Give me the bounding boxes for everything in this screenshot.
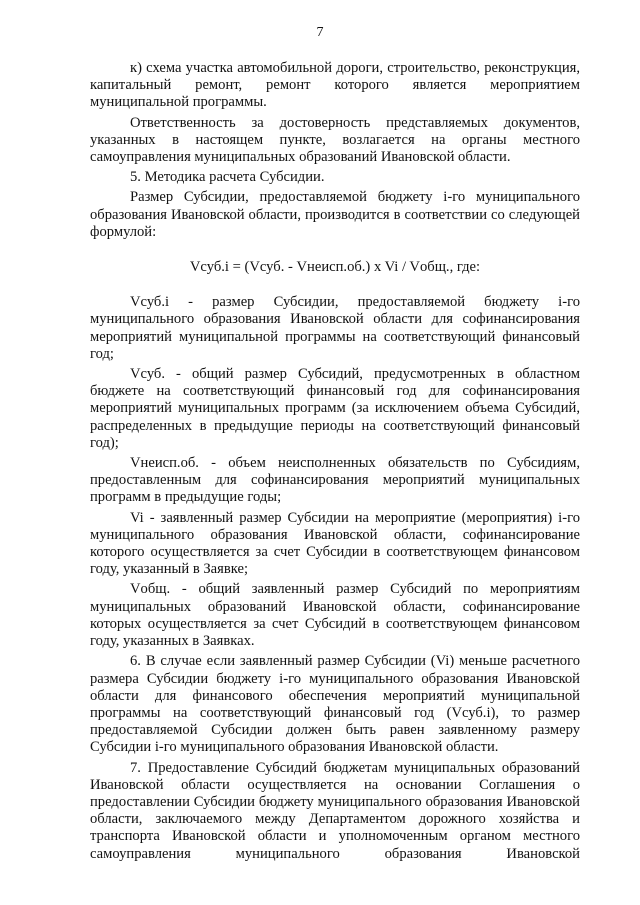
page-number: 7 [316, 25, 324, 40]
paragraph-7: 7. Предоставление Субсидий бюджетам муниципальных образований Ивановской области осуществляется на основании Соглашения о предоставлении Субсидии бюджету муниципального образования Ивановской области, заключаемого между Департаментом дорожного хозяйства и транспорта Ивановской области и уполномоченным органом местного самоуправления муниципального образования Ивановской [90, 759, 580, 862]
paragraph-method-heading: 5. Методика расчета Субсидии. [130, 169, 325, 186]
paragraph-k: к) схема участка автомобильной дороги, строительство, реконструкция, капитальный ремонт, ремонт которого является мероприятием муниципальной программы. [90, 60, 580, 111]
definition-vsub-i: Vсуб.i - размер Субсидии, предоставляемой бюджету i-го муниципального образования Ивановской области для софинансирования мероприятий муниципальной программы на соответствующий финансовый год; [90, 294, 580, 362]
definition-vsub: Vсуб. - общий размер Субсидий, предусмотренных в областном бюджете на соответствующий финансовый год для софинансирования мероприятий муниципальных программ (за исключением объема Субсидий, распределенных в предыдущие периоды на соответствующий финансовый год); [90, 366, 580, 451]
paragraph-subsidy-size: Размер Субсидии, предоставляемой бюджету i-го муниципального образования Ивановской области, производится в соответствии со следующей формулой: [90, 189, 580, 240]
paragraph-6: 6. В случае если заявленный размер Субсидии (Vi) меньше расчетного размера Субсидии бюджету i-го муниципального образования Ивановской области для финансового обеспечения мероприятий муниципальной программы на соответствующий финансовый год (Vсуб.i), то размер предоставляемой Субсидии должен быть равен заявленному размеру Субсидии i-го муниципального образования Ивановской области. [90, 653, 580, 756]
paragraph-responsibility: Ответственность за достоверность представляемых документов, указанных в настоящем пункте, возлагается на органы местного самоуправления муниципальных образований Ивановской области. [90, 114, 580, 166]
formula: Vсуб.i = (Vсуб. - Vнеисп.об.) x Vi / Vобщ., где: [189, 259, 481, 276]
definition-vobsch: Vобщ. - общий заявленный размер Субсидий по мероприятиям муниципальных образований Ивановской области, софинансирование которых осуществляется за счет Субсидий в соответствующем финансовом году, указанных в Заявках. [90, 581, 580, 650]
definition-vi: Vi - заявленный размер Субсидии на мероприятие (мероприятия) i-го муниципального образования Ивановской области, софинансирование которого осуществляется за счет Субсидии в соответствующем финансовом году, указанный в Заявке; [90, 509, 580, 578]
page-content [90, 60, 580, 866]
definition-vneisp: Vнеисп.об. - объем неисполненных обязательств по Субсидиям, предоставленным для софинансирования мероприятий муниципальных программ в предыдущие годы; [90, 455, 580, 506]
